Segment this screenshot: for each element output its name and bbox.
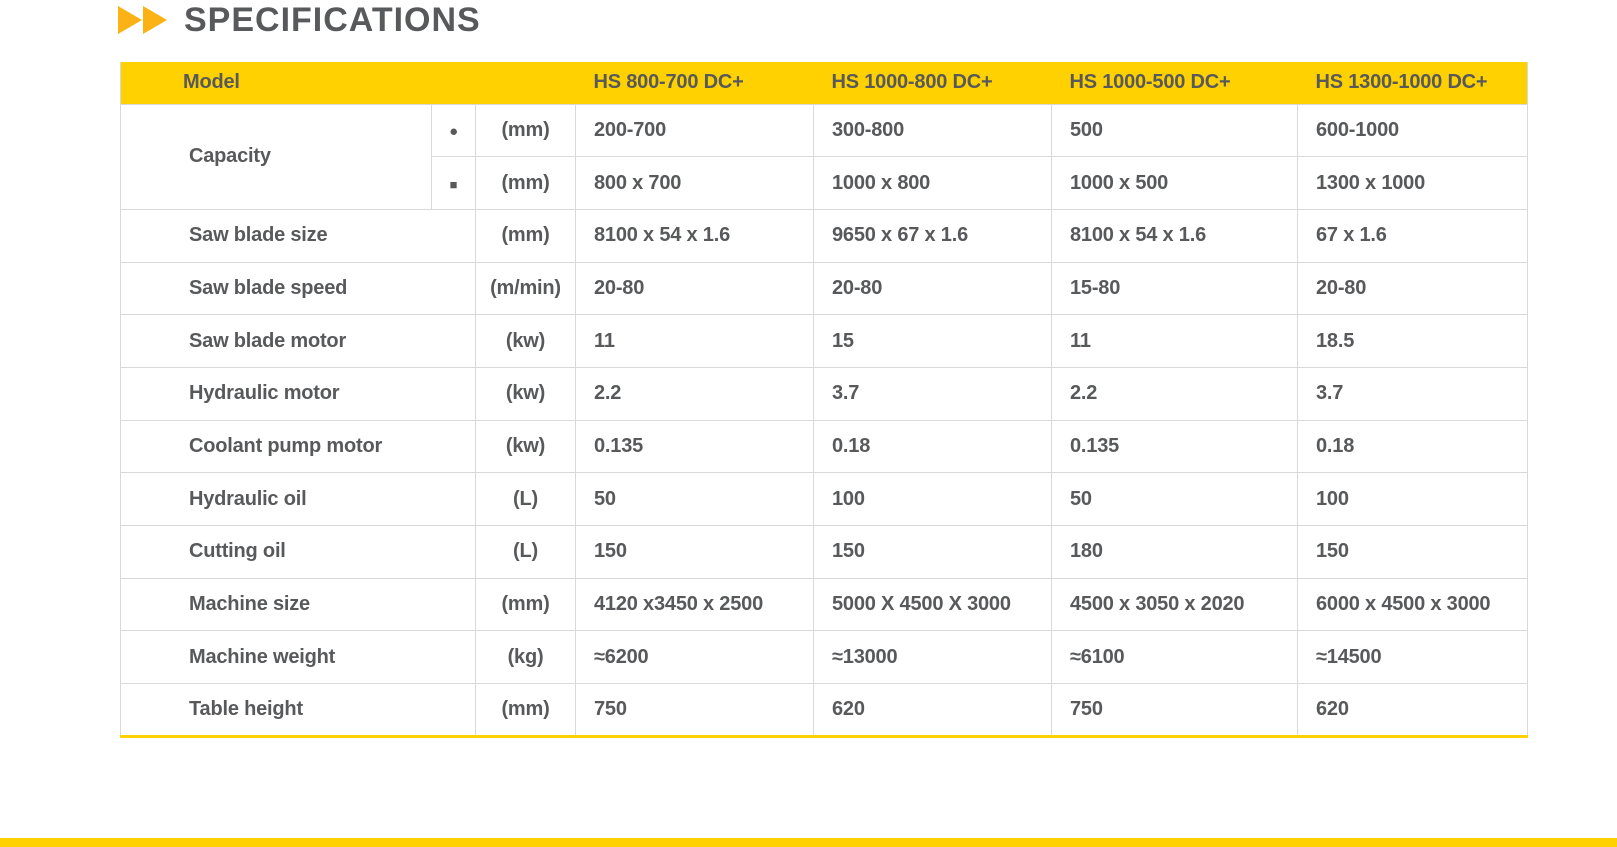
arrow-right-icon (118, 6, 142, 34)
section-header (118, 0, 481, 40)
row-unit: (kw) (476, 420, 576, 473)
row-unit: (L) (476, 473, 576, 526)
row-unit: (mm) (476, 157, 576, 210)
spec-value: 5000 X 4500 X 3000 (814, 578, 1052, 631)
spec-value: 750 (1052, 684, 1298, 737)
round-bullet-glyph: ● (449, 122, 458, 140)
spec-value: 500 (1052, 104, 1298, 157)
model-column-header: HS 800-700 DC+ (576, 62, 814, 104)
row-unit: (kw) (476, 367, 576, 420)
model-column-header: HS 1000-500 DC+ (1052, 62, 1298, 104)
spec-value: ≈6200 (576, 631, 814, 684)
spec-value: 15-80 (1052, 262, 1298, 315)
spec-value: 20-80 (1298, 262, 1528, 315)
spec-value: 150 (814, 526, 1052, 579)
spec-value: 15 (814, 315, 1052, 368)
row-unit: (L) (476, 526, 576, 579)
spec-value: 1300 x 1000 (1298, 157, 1528, 210)
row-unit: (mm) (476, 209, 576, 262)
row-label: Cutting oil (121, 526, 476, 579)
spec-value: 6000 x 4500 x 3000 (1298, 578, 1528, 631)
spec-value: 800 x 700 (576, 157, 814, 210)
table-row (121, 631, 1528, 684)
spec-value: 50 (1052, 473, 1298, 526)
spec-value: 3.7 (814, 367, 1052, 420)
row-unit: (m/min) (476, 262, 576, 315)
spec-value: 4120 x3450 x 2500 (576, 578, 814, 631)
model-column-header: HS 1300-1000 DC+ (1298, 62, 1528, 104)
spec-value: 150 (1298, 526, 1528, 579)
spec-value: 2.2 (576, 367, 814, 420)
spec-value: 50 (576, 473, 814, 526)
row-label: Coolant pump motor (121, 420, 476, 473)
table-row (121, 367, 1528, 420)
row-unit: (mm) (476, 684, 576, 737)
square-bullet-glyph: ■ (449, 176, 458, 192)
double-arrow-icon (118, 6, 168, 34)
table-body (121, 104, 1528, 736)
model-header-cell: Model (121, 62, 576, 104)
table-row (121, 262, 1528, 315)
table-row (121, 684, 1528, 737)
spec-value: 600-1000 (1298, 104, 1528, 157)
row-label: Hydraulic oil (121, 473, 476, 526)
spec-value: 200-700 (576, 104, 814, 157)
row-label: Capacity (121, 104, 432, 209)
table-header-row (121, 62, 1528, 104)
row-label: Table height (121, 684, 476, 737)
spec-value: 1000 x 800 (814, 157, 1052, 210)
spec-value: 620 (814, 684, 1052, 737)
spec-value: 1000 x 500 (1052, 157, 1298, 210)
spec-value: 11 (1052, 315, 1298, 368)
row-unit: (kw) (476, 315, 576, 368)
spec-value: 0.135 (576, 420, 814, 473)
spec-value: 4500 x 3050 x 2020 (1052, 578, 1298, 631)
spec-value: 0.18 (1298, 420, 1528, 473)
table-row (121, 578, 1528, 631)
spec-value: 100 (814, 473, 1052, 526)
spec-value: 0.135 (1052, 420, 1298, 473)
spec-value: 67 x 1.6 (1298, 209, 1528, 262)
spec-value: 8100 x 54 x 1.6 (576, 209, 814, 262)
row-label: Machine weight (121, 631, 476, 684)
arrow-right-icon (143, 6, 167, 34)
bottom-accent-bar (0, 838, 1617, 847)
round-bullet-icon (432, 104, 476, 157)
spec-value: ≈6100 (1052, 631, 1298, 684)
row-label: Hydraulic motor (121, 367, 476, 420)
row-label: Saw blade size (121, 209, 476, 262)
table-row (121, 420, 1528, 473)
spec-value: 8100 x 54 x 1.6 (1052, 209, 1298, 262)
spec-value: ≈13000 (814, 631, 1052, 684)
spec-value: 20-80 (814, 262, 1052, 315)
table-row (121, 315, 1528, 368)
spec-value: 100 (1298, 473, 1528, 526)
square-bullet-icon (432, 157, 476, 210)
page-title: SPECIFICATIONS (184, 1, 481, 39)
spec-value: 18.5 (1298, 315, 1528, 368)
spec-value: 2.2 (1052, 367, 1298, 420)
row-label: Machine size (121, 578, 476, 631)
spec-value: 11 (576, 315, 814, 368)
row-unit: (mm) (476, 578, 576, 631)
table-row (121, 473, 1528, 526)
spec-value: 20-80 (576, 262, 814, 315)
spec-value: 620 (1298, 684, 1528, 737)
row-label: Saw blade motor (121, 315, 476, 368)
table-row (121, 104, 1528, 157)
row-label: Saw blade speed (121, 262, 476, 315)
table-row (121, 526, 1528, 579)
specifications-table (120, 62, 1528, 738)
model-column-header: HS 1000-800 DC+ (814, 62, 1052, 104)
spec-value: 300-800 (814, 104, 1052, 157)
table-row (121, 209, 1528, 262)
spec-value: 3.7 (1298, 367, 1528, 420)
spec-value: 750 (576, 684, 814, 737)
row-unit: (mm) (476, 104, 576, 157)
spec-value: 0.18 (814, 420, 1052, 473)
spec-value: 150 (576, 526, 814, 579)
spec-value: 180 (1052, 526, 1298, 579)
row-unit: (kg) (476, 631, 576, 684)
spec-value: ≈14500 (1298, 631, 1528, 684)
spec-value: 9650 x 67 x 1.6 (814, 209, 1052, 262)
